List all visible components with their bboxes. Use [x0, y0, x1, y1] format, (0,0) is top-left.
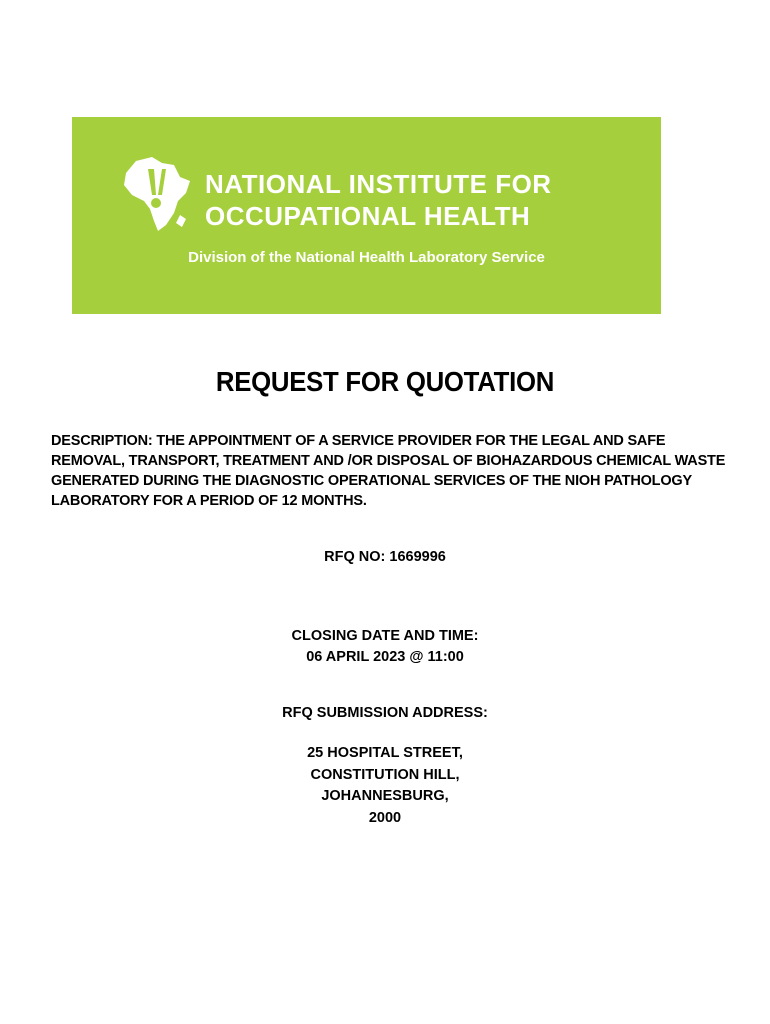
address-line: 25 HOSPITAL STREET, — [307, 745, 463, 761]
closing-section — [0, 626, 770, 668]
logo-subtitle: Division of the National Health Laboratory Service — [188, 249, 545, 266]
rfq-description: DESCRIPTION: THE APPOINTMENT OF A SERVICE PROVIDER FOR THE LEGAL AND SAFE REMOVAL, TRANSPORT, TREATMENT AND /OR DISPOSAL OF BIOHAZARDOUS CHEMICAL WASTE GENERATED DURING THE DIAGNOSTIC OPERATIONAL SERVICES OF THE NIOH PATHOLOGY LABORATORY FOR A PERIOD OF 12 MONTHS. — [51, 433, 726, 509]
submission-address — [0, 743, 770, 829]
address-line: JOHANNESBURG, — [321, 788, 449, 804]
closing-date-time: 06 APRIL 2023 @ 11:00 — [306, 649, 464, 665]
rfq-number: RFQ NO: 1669996 — [324, 549, 446, 565]
logo-title-line-2: OCCUPATIONAL HEALTH — [205, 201, 531, 231]
address-line: CONSTITUTION HILL, — [310, 766, 460, 783]
nioh-logo-banner — [72, 117, 661, 314]
africa-map-icon — [118, 155, 194, 235]
submission-address-label: RFQ SUBMISSION ADDRESS: — [282, 705, 488, 721]
document-title: REQUEST FOR QUOTATION — [215, 366, 555, 397]
closing-label: CLOSING DATE AND TIME: — [291, 628, 479, 644]
logo-title-line-1: NATIONAL INSTITUTE FOR — [205, 169, 552, 199]
address-line: 2000 — [368, 809, 402, 826]
